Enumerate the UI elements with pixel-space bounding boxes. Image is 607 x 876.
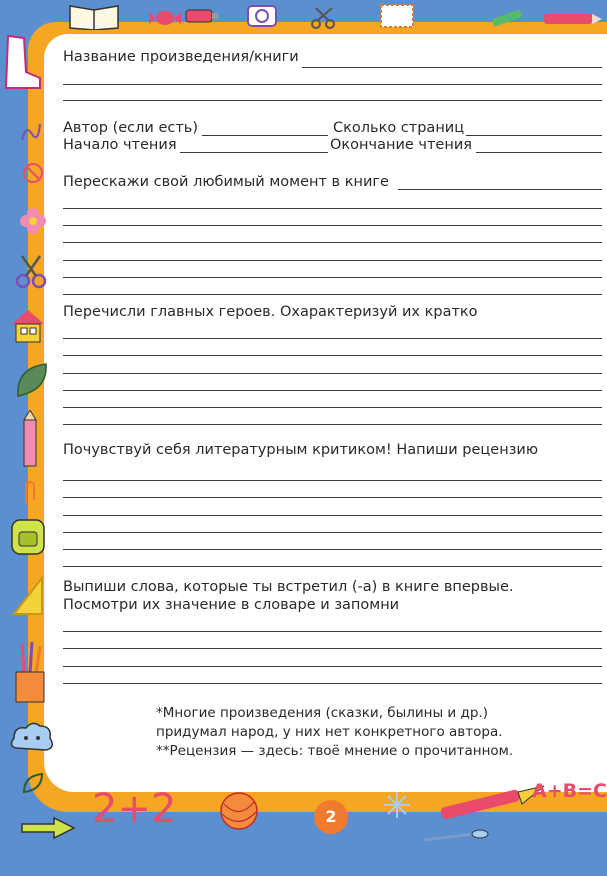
squiggle-icon (18, 120, 44, 144)
review-writing-line[interactable] (63, 497, 602, 498)
book-title-line-2[interactable] (63, 84, 602, 85)
page-number-badge: 2 (314, 800, 348, 834)
retell-writing-line[interactable] (63, 277, 602, 278)
candy-icon (148, 8, 182, 28)
heroes-writing-line[interactable] (63, 373, 602, 374)
circle-doodle-icon (20, 160, 46, 186)
heroes-writing-line[interactable] (63, 355, 602, 356)
end-date-label: Окончание чтения (330, 137, 472, 153)
retell-writing-line[interactable] (63, 242, 602, 243)
pencil-icon (20, 410, 40, 474)
marker-icon (540, 8, 606, 30)
pencil-cup-icon (12, 640, 48, 706)
math-doodle-right: A+B=C (532, 780, 607, 802)
book-title-line[interactable] (302, 67, 602, 68)
flower-icon (18, 206, 48, 236)
snowflake-icon (382, 790, 412, 820)
scissors-top-icon (310, 6, 338, 30)
paperclip-icon (20, 478, 40, 508)
leaf-icon (14, 360, 50, 400)
book-icon (66, 0, 122, 30)
favorite-moment-line[interactable] (398, 189, 602, 190)
yarn-ball-icon (214, 790, 264, 832)
ruler-triangle-icon (10, 574, 46, 618)
leaf-bottom-icon (20, 770, 46, 796)
review-writing-line[interactable] (63, 566, 602, 567)
cloud-icon (8, 718, 56, 756)
author-label: Автор (если есть) (63, 120, 198, 136)
heroes-writing-line[interactable] (63, 390, 602, 391)
new-words-writing-line[interactable] (63, 666, 602, 667)
heroes-writing-line[interactable] (63, 338, 602, 339)
retell-writing-line[interactable] (63, 294, 602, 295)
start-date-label: Начало чтения (63, 137, 177, 153)
retell-writing-line[interactable] (63, 225, 602, 226)
review-label: Почувствуй себя литературным критиком! Напиши рецензию (63, 442, 539, 458)
book-title-label: Название произведения/книги (63, 49, 299, 65)
new-words-label-2: Посмотри их значение в словаре и запомни (63, 597, 400, 613)
house-icon (8, 306, 48, 346)
sneaker-icon (0, 32, 44, 92)
review-writing-line[interactable] (63, 480, 602, 481)
footnote-2: придумал народ, у них нет конкретного автора. (156, 724, 503, 740)
brush-icon (420, 826, 490, 846)
new-words-writing-line[interactable] (63, 631, 602, 632)
page-count-label: Сколько страниц (333, 120, 465, 136)
heroes-writing-line[interactable] (63, 424, 602, 425)
start-date-line[interactable] (180, 152, 328, 153)
end-date-line[interactable] (476, 152, 602, 153)
pen-top-icon (486, 4, 528, 32)
math-doodle-left: 2+2 (92, 786, 177, 832)
review-writing-line[interactable] (63, 549, 602, 550)
main-heroes-label: Перечисли главных героев. Охарактеризуй их кратко (63, 304, 478, 320)
new-words-label-1: Выпиши слова, которые ты встретил (-а) в книге впервые. (63, 579, 514, 595)
footnote-1: *Многие произведения (сказки, былины и др.) (156, 705, 488, 721)
retell-writing-line[interactable] (63, 260, 602, 261)
book-title-line-3[interactable] (63, 100, 602, 101)
favorite-moment-label: Перескажи свой любимый момент в книге (63, 174, 389, 190)
backpack-icon (8, 512, 48, 558)
heroes-writing-line[interactable] (63, 407, 602, 408)
new-words-writing-line[interactable] (63, 648, 602, 649)
stamp-icon (378, 2, 416, 30)
page-count-line[interactable] (466, 135, 602, 136)
arrow-icon (18, 814, 78, 842)
review-writing-line[interactable] (63, 532, 602, 533)
review-writing-line[interactable] (63, 515, 602, 516)
author-line[interactable] (202, 135, 328, 136)
footnote-3: **Рецензия — здесь: твоё мнение о прочитанном. (156, 743, 514, 759)
retell-writing-line[interactable] (63, 208, 602, 209)
new-words-writing-line[interactable] (63, 683, 602, 684)
scissors-icon (14, 254, 48, 290)
paint-tube-icon (182, 4, 222, 28)
camera-icon (246, 0, 278, 28)
